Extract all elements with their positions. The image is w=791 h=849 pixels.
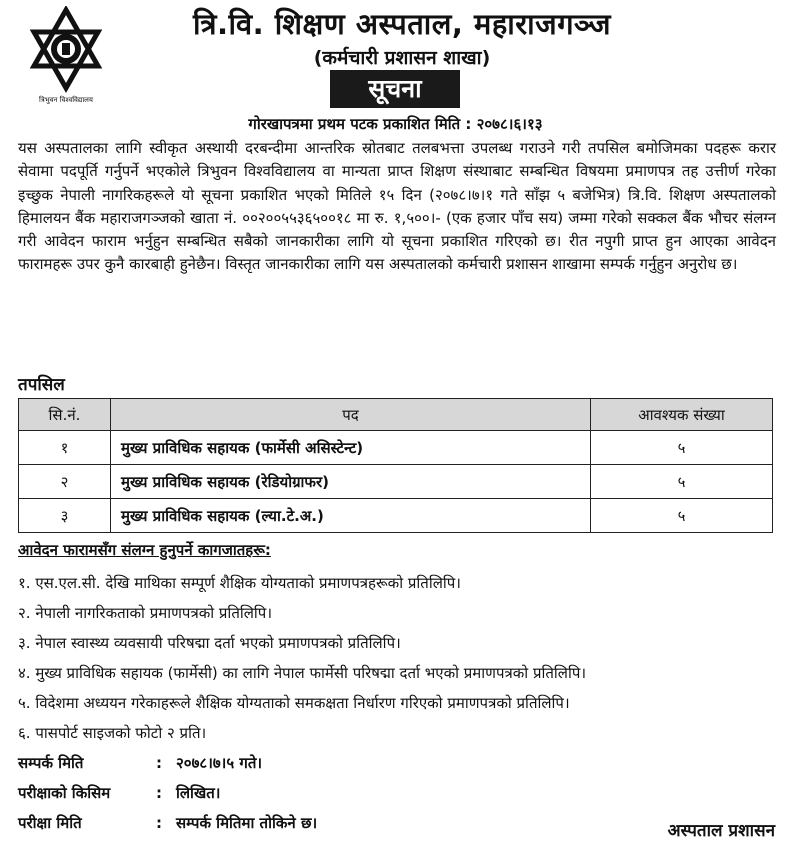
row-post: मुख्य प्राविधिक सहायक (ल्या.टे.अ.) — [111, 499, 591, 533]
details-title: तपसिल — [18, 375, 65, 395]
separator: : — [156, 814, 162, 832]
table-row — [19, 499, 773, 533]
contact-date-value: २०७८।७।५ गते। — [176, 754, 263, 772]
signature: अस्पताल प्रशासन — [667, 821, 775, 841]
exam-type-value: लिखित। — [176, 784, 221, 802]
list-item: १. एस.एल.सी. देखि माथिका सम्पूर्ण शैक्षिक योग्यताको प्रमाणपत्रहरूको प्रतिलिपि। — [18, 574, 461, 592]
exam-date — [18, 813, 618, 833]
contact-date — [18, 753, 618, 773]
list-item: ५. विदेशमा अध्ययन गरेकाहरूले शैक्षिक योग्यताको समकक्षता निर्धारण गरिएको प्रमाणपत्रको प्रतिलिपि। — [18, 694, 570, 712]
documents-list — [18, 570, 776, 750]
notice-badge: सूचना — [330, 70, 460, 108]
tu-logo-icon — [12, 6, 120, 106]
row-count: ५ — [591, 465, 773, 499]
exam-date-label: परीक्षा मिति — [18, 814, 82, 832]
contact-date-label: सम्पर्क मिति — [18, 754, 84, 772]
column-header-count: आवश्यक संख्या — [591, 399, 773, 431]
exam-type-label: परीक्षाको किसिम — [18, 784, 111, 802]
posts-table — [18, 398, 773, 533]
separator: : — [156, 784, 162, 802]
row-sn: २ — [19, 465, 111, 499]
exam-type — [18, 783, 618, 803]
logo-caption: त्रिभुवन विश्वविद्यालय — [39, 96, 93, 104]
hospital-title: त्रि.वि. शिक्षण अस्पताल, महाराजगञ्ज — [192, 7, 612, 41]
list-item: ३. नेपाल स्वास्थ्य व्यवसायी परिषद्मा दर्ता भएको प्रमाणपत्रको प्रतिलिपि। — [18, 634, 401, 652]
letterhead — [0, 0, 791, 110]
row-sn: ३ — [19, 499, 111, 533]
column-header-post: पद — [111, 399, 591, 431]
list-item: ४. मुख्य प्राविधिक सहायक (फार्मेसी) का लागि नेपाल फार्मेसी परिषद्मा दर्ता भएको प्रमाणपत्रको प्रतिलिपि। — [18, 664, 587, 682]
exam-date-value: सम्पर्क मितिमा तोकिने छ। — [176, 814, 318, 832]
list-item: ६. पासपोर्ट साइजको फोटो २ प्रति। — [18, 724, 207, 742]
row-count: ५ — [591, 499, 773, 533]
table-row — [19, 465, 773, 499]
row-post: मुख्य प्राविधिक सहायक (फार्मेसी असिस्टेन्ट) — [111, 431, 591, 465]
department-subtitle: (कर्मचारी प्रशासन शाखा) — [313, 47, 491, 69]
separator: : — [156, 754, 162, 772]
row-sn: १ — [19, 431, 111, 465]
row-count: ५ — [591, 431, 773, 465]
table-header-row — [19, 399, 773, 431]
list-item: २. नेपाली नागरिकताको प्रमाणपत्रको प्रतिलिपि। — [18, 604, 273, 622]
row-post: मुख्य प्राविधिक सहायक (रेडियोग्राफर) — [111, 465, 591, 499]
table-row — [19, 431, 773, 465]
documents-title: आवेदन फारामसँग संलग्न हुनुपर्ने कागजातहरू: — [18, 541, 271, 559]
publication-date: गोरखापत्रमा प्रथम पटक प्रकाशित मिति : २०७८।६।१३ — [248, 115, 543, 133]
column-header-sn: सि.नं. — [19, 399, 111, 431]
notice-paragraph: यस अस्पतालका लागि स्वीकृत अस्थायी दरबन्दीमा आन्तरिक स्रोतबाट तलबभत्ता उपलब्ध गराउने गरी तपसिल बमोजिमका पदहरू करार सेवामा पदपूर्ति गर्नुपर्ने भएकोले त्रिभुवन विश्वविद्यालय वा मान्यता प्राप्त शिक्षण संस्थाबाट सम्बन्धित विषयमा प्रमाणपत्र तह उत्तीर्ण गरेका इच्छुक नेपाली नागरिकहरूले यो सूचना प्रकाशित भएको मितिले १५ दिन (२०७८।७।१ गते साँझ ५ बजेभित्र) त्रि.वि. शिक्षण अस्पतालको हिमालयन बैंक महाराजगञ्जको खाता नं. ००२००५५३६५००१८ मा रु. १,५००।- (एक हजार पाँच सय) जम्मा गरेको सक्कल बैंक भौचर संलग्न गरी आवेदन फाराम भर्नुहुन सम्बन्धित सबैको जानकारीका लागि यो सूचना प्रकाशित गरिएको छ। रीत नपुगी प्राप्त हुन आएका आवेदन फारामहरू उपर कुनै कारबाही हुनेछैन। विस्तृत जानकारीका लागि यस अस्पतालको कर्मचारी प्रशासन शाखामा सम्पर्क गर्नुहुन अनुरोध छ। — [18, 139, 776, 274]
